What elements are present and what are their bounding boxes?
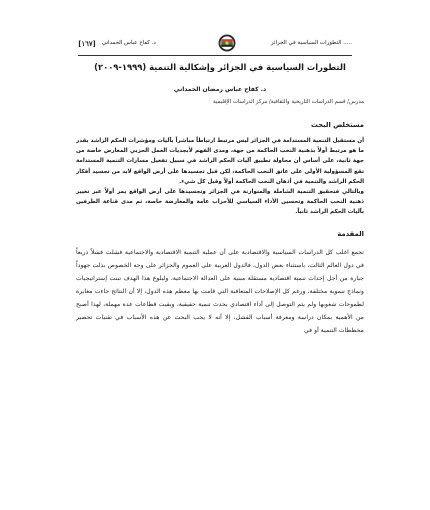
abstract-section: [76, 121, 364, 218]
article-title: التطورات السياسية في الجزائر وإشكالية التنمية (١٩٩٩-٢٠٠٩): [94, 62, 346, 72]
abstract-heading: مستخلص البحث: [311, 121, 364, 129]
introduction-section: [76, 230, 364, 337]
author-affiliation: مدرس/ قسم الدراسات التاريخية والثقافية/ مركز الدراسات الإقليمية: [212, 99, 364, 105]
introduction-paragraph: تجمع اغلب كل الدراسات السياسية والاقتصادية على أن عملية التنمية الاقتصادية والاجتماعية فشلت فشلاً ذريعاً في دول العالم الثالث، باستثناء بعض الدول، فالدول العربية على العموم والجزائر على وجه الخصوص بذلت جهوداً جبارة من أجل إحداث تنمية اقتصادية مستقلة مبنية على العدالة الاجتماعية، ولبلوغ هذا الهدف تبنت إستراتيجيات ونماذج تنموية مختلفة، ورغم كل الإصلاحات المتعاقبة التي قامت بها معظم هذه الدول، إلا أن النتائج جاءت مغايرة لطموحات شعوبها ولم يتم التوصل إلى أداء اقتصادي يحدث تنمية حقيقية، وبقيت قطاعات عدة مهملة، لهذا أصبح من الأهمية بمكان دراسة ومعرفة أسباب الفشل، إلا أنه لا يجب البحث عن هذه الأسباب في تقنيات تحضير مخططات التنمية أو في: [76, 248, 364, 334]
abstract-paragraph: أن مستقبل التنمية المستدامة في الجزائر ليس مرتبط ارتباطاً مباشراً بآليات ومؤشرات الحكم الراشد بقدر ما هو مرتبط أولاً بذهنية النخب الحاكمة من جهة، ومدى الفهم لأبجديات العمل الحزبي المعارض خاصة من جهة ثانية، على أساس أن محاولة تطبيق آليات الحكم الراشد في سبيل تفعيل مسارات التنمية المستدامة تقع المسؤولية الأولى على عاتق النخب الحاكمة، لكن قبل تجسيدها على أرض الواقع لابد من تجسيد أفكار الحكم الراشد والتنمية في أذهان النخب الحاكمة أولاً وقبل كل شيء.: [76, 138, 364, 185]
header-divider: [78, 55, 352, 56]
journal-emblem-icon: [218, 34, 236, 52]
article-author: د. كفاح عباس رمضان الحمداني: [173, 86, 267, 93]
header-title: التطورات السياسية في الجزائر .....: [270, 40, 352, 46]
running-header: [78, 32, 352, 54]
header-author: د. كفاح عباس الحمداني: [101, 40, 156, 46]
article-body: [76, 62, 364, 337]
introduction-heading: المقدمة: [337, 229, 364, 238]
abstract-paragraph: وبالتالي فتحقيق التنمية الشاملة والمتوازنة في الجزائر وتجسيدها على أرض الواقع يمر أولاً عبر تغيير ذهنية النخب الحاكمة وتحسين الأداء السياسي للأحزاب عامة والمعارضة خاصة، ثم مدى قناعة الطرفين بآليات الحكم الراشد ثانياً.: [76, 189, 364, 216]
page-number: [١٦٧]: [78, 38, 96, 48]
